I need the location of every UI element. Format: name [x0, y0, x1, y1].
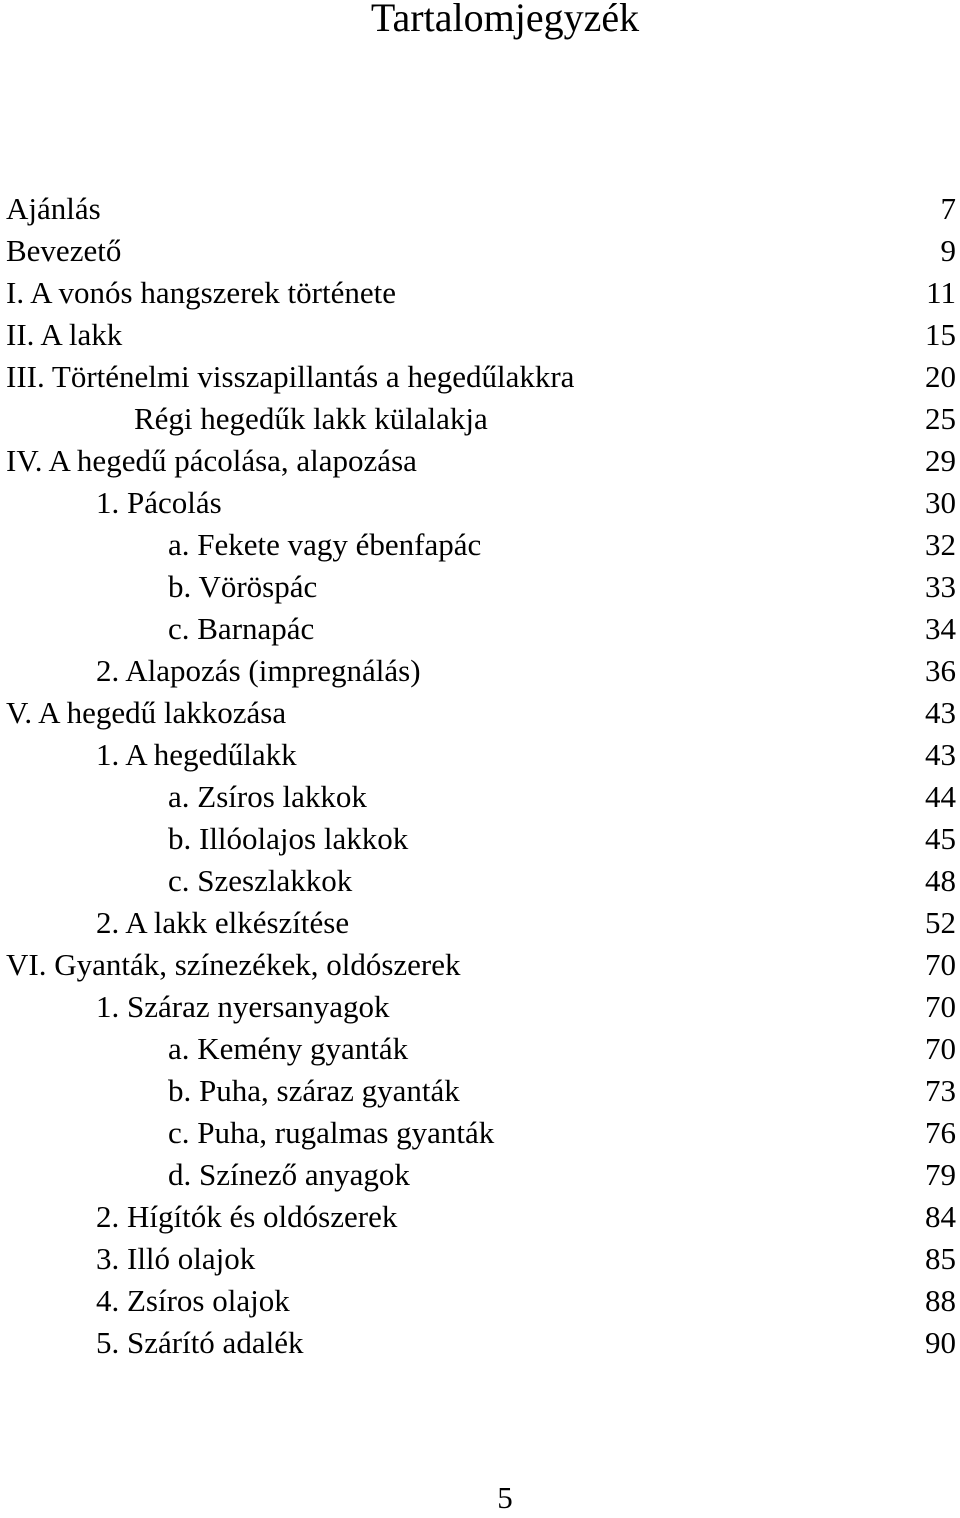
- toc-entry: [6, 734, 956, 776]
- toc-entry-page: 76: [925, 1115, 956, 1150]
- toc-entry-page: 52: [925, 905, 956, 940]
- toc-entry-page: 25: [925, 401, 956, 436]
- toc-entry-label: a. Zsíros lakkok: [168, 779, 367, 814]
- toc-entry-label: 3. Illó olajok: [96, 1241, 256, 1276]
- toc-entry-page: 9: [940, 233, 956, 268]
- toc-entry: [6, 818, 956, 860]
- toc-entry: [6, 1028, 956, 1070]
- toc-entry-label: 2. A lakk elkészítése: [96, 905, 350, 940]
- toc-entry-page: 15: [925, 317, 956, 352]
- toc-entry-page: 84: [925, 1199, 956, 1234]
- toc-entry-label: a. Kemény gyanták: [168, 1031, 409, 1066]
- toc-entry-page: 11: [926, 275, 956, 310]
- toc-entry-label: c. Szeszlakkok: [168, 863, 353, 898]
- toc-entry-page: 29: [925, 443, 956, 478]
- toc-entry: [6, 860, 956, 902]
- toc-entry-label: a. Fekete vagy ébenfapác: [168, 527, 482, 562]
- toc-entry: [6, 1154, 956, 1196]
- toc-entry: [6, 1238, 956, 1280]
- toc-entry-label: I. A vonós hangszerek története: [6, 275, 396, 310]
- toc-entry: [6, 566, 956, 608]
- toc-entry-page: 70: [925, 947, 956, 982]
- toc-entry-page: 85: [925, 1241, 956, 1276]
- toc-entry-page: 33: [925, 569, 956, 604]
- toc-entry-page: 48: [925, 863, 956, 898]
- toc-entry-page: 30: [925, 485, 956, 520]
- toc-entry: [6, 776, 956, 818]
- toc-entry-label: b. Illóolajos lakkok: [168, 821, 409, 856]
- toc-entry-label: b. Puha, száraz gyanták: [168, 1073, 460, 1108]
- toc-entry-page: 45: [925, 821, 956, 856]
- toc-entry-page: 34: [925, 611, 956, 646]
- toc-entry: [6, 902, 956, 944]
- toc-entry: [6, 986, 956, 1028]
- toc-entry-label: III. Történelmi visszapillantás a hegedűlakkra: [6, 359, 575, 394]
- toc-entry: [6, 944, 956, 986]
- toc-entry: [6, 650, 956, 692]
- toc-entry-page: 32: [925, 527, 956, 562]
- toc-entry: [6, 230, 956, 272]
- toc-entry: [6, 524, 956, 566]
- toc-entry-label: Ajánlás: [6, 191, 101, 226]
- toc-entry: [6, 692, 956, 734]
- toc-entry: [6, 1196, 956, 1238]
- page-number: 5: [497, 1480, 513, 1515]
- toc-entry-label: II. A lakk: [6, 317, 123, 352]
- toc-entry-label: VI. Gyanták, színezékek, oldószerek: [6, 947, 461, 982]
- toc-entry-page: 7: [940, 191, 956, 226]
- toc-entry-label: 5. Szárító adalék: [96, 1325, 304, 1360]
- toc-entry-page: 90: [925, 1325, 956, 1360]
- toc-entry-label: c. Puha, rugalmas gyanták: [168, 1115, 495, 1150]
- table-of-contents: [6, 188, 956, 1364]
- toc-entry: [6, 314, 956, 356]
- toc-entry-label: 2. Hígítók és oldószerek: [96, 1199, 398, 1234]
- toc-entry-label: Régi hegedűk lakk külalakja: [134, 401, 488, 436]
- toc-entry-page: 43: [925, 695, 956, 730]
- toc-entry-page: 79: [925, 1157, 956, 1192]
- toc-entry: [6, 608, 956, 650]
- toc-entry: [6, 482, 956, 524]
- toc-entry-page: 20: [925, 359, 956, 394]
- toc-entry: [6, 398, 956, 440]
- toc-entry: [6, 1070, 956, 1112]
- toc-entry: [6, 272, 956, 314]
- toc-entry-label: 4. Zsíros olajok: [96, 1283, 290, 1318]
- toc-entry-label: 1. Száraz nyersanyagok: [96, 989, 390, 1024]
- toc-entry: [6, 1322, 956, 1364]
- toc-entry: [6, 188, 956, 230]
- toc-entry-page: 70: [925, 989, 956, 1024]
- toc-entry-label: 2. Alapozás (impregnálás): [96, 653, 421, 688]
- toc-entry-page: 70: [925, 1031, 956, 1066]
- toc-entry-page: 36: [925, 653, 956, 688]
- page-title: Tartalomjegyzék: [370, 0, 640, 40]
- toc-entry: [6, 440, 956, 482]
- toc-entry-label: d. Színező anyagok: [168, 1157, 410, 1192]
- toc-entry-label: 1. Pácolás: [96, 485, 222, 520]
- toc-entry-label: 1. A hegedűlakk: [96, 737, 297, 772]
- toc-entry-label: Bevezető: [6, 233, 122, 268]
- toc-entry-page: 43: [925, 737, 956, 772]
- toc-entry-label: IV. A hegedű pácolása, alapozása: [6, 443, 417, 478]
- toc-entry-label: V. A hegedű lakkozása: [6, 695, 287, 730]
- toc-entry: [6, 356, 956, 398]
- toc-entry: [6, 1112, 956, 1154]
- toc-entry-page: 44: [925, 779, 956, 814]
- toc-entry-label: c. Barnapác: [168, 611, 315, 646]
- toc-entry-label: b. Vöröspác: [168, 569, 318, 604]
- toc-entry: [6, 1280, 956, 1322]
- toc-entry-page: 88: [925, 1283, 956, 1318]
- toc-entry-page: 73: [925, 1073, 956, 1108]
